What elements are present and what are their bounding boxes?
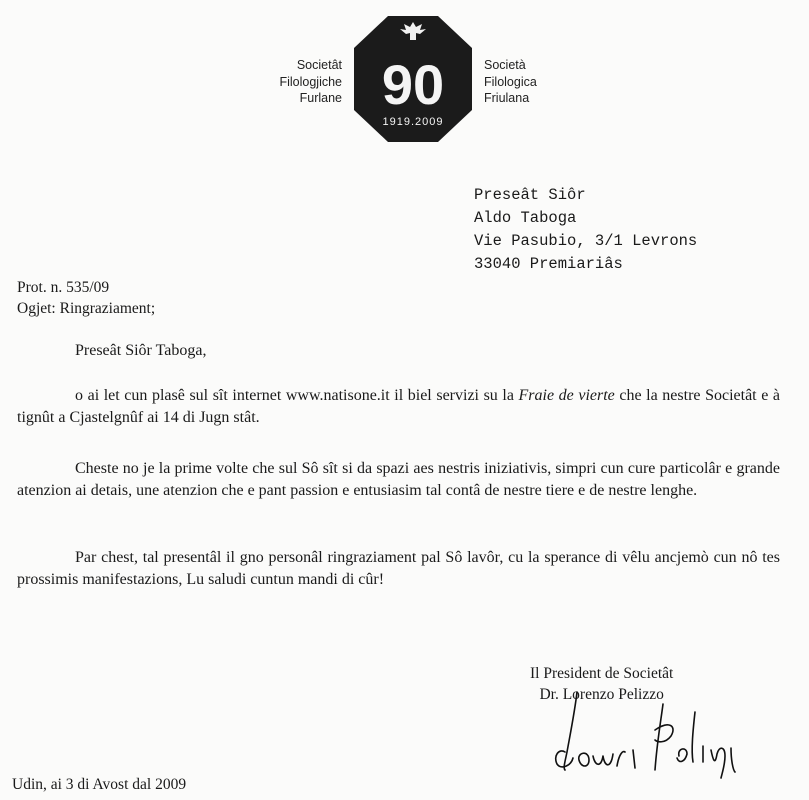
protocol-block	[17, 277, 155, 319]
recipient-line: Vie Pasubio, 3/1 Levrons	[474, 232, 698, 250]
logo-right-line: Società	[484, 58, 526, 72]
logo-left-line: Furlane	[299, 91, 342, 105]
paragraph-text: che la nestre Societât e à tignût a Cjastelgnûf ai 14 di Jugn stât.	[17, 387, 780, 426]
event-name: Fraie de vierte	[518, 387, 615, 404]
logo-left-line: Filologjiche	[279, 74, 342, 89]
protocol-number: Prot. n. 535/09	[17, 279, 110, 296]
body-paragraph-3: Par chest, tal presentâl il gno personâl ringraziament pal Sô lavôr, cu la sperance di vêlu ancjemò cun nô tes prossimis manifestazions, Lu saludi cuntun mandi di cûr!	[17, 549, 780, 588]
salutation: Preseât Siôr Taboga,	[75, 342, 207, 359]
recipient-line: 33040 Premiariâs	[474, 255, 623, 273]
logo-right-line: Friulana	[484, 91, 530, 105]
seal-number: 90	[381, 53, 445, 116]
logo-right-line: Filologica	[484, 74, 537, 89]
signer-title: Il President de Societât	[530, 665, 674, 682]
subject-line: Ogjet: Ringraziament;	[17, 300, 156, 317]
handwritten-signature	[545, 690, 745, 785]
body-paragraph-2: Cheste no je la prime volte che sul Sô sît si da spazi aes nestris iniziativis, simpri cun cure particolâr e grande atenzion ai detais, une atenzion che e pant passion e entusiasim tal contâ de nestre tiere e de nestre lenghe.	[17, 460, 780, 499]
recipient-line: Aldo Taboga	[474, 209, 577, 227]
body-paragraph-1	[17, 385, 780, 429]
recipient-address	[474, 184, 794, 276]
logo-left-text	[258, 57, 342, 107]
place-date: Udin, ai 3 di Avost dal 2009	[12, 776, 187, 793]
seal-years: 1919.2009	[382, 116, 444, 128]
logo-left-line: Societât	[296, 58, 342, 72]
anniversary-seal	[350, 12, 476, 146]
signer-name: Dr. Lorenzo Pelizzo	[539, 686, 664, 703]
paragraph-text: o ai let cun plasê sul sît internet www.natisone.it il biel servizi su la	[75, 387, 519, 404]
logo-right-text	[484, 57, 584, 107]
recipient-line: Preseât Siôr	[474, 186, 586, 204]
